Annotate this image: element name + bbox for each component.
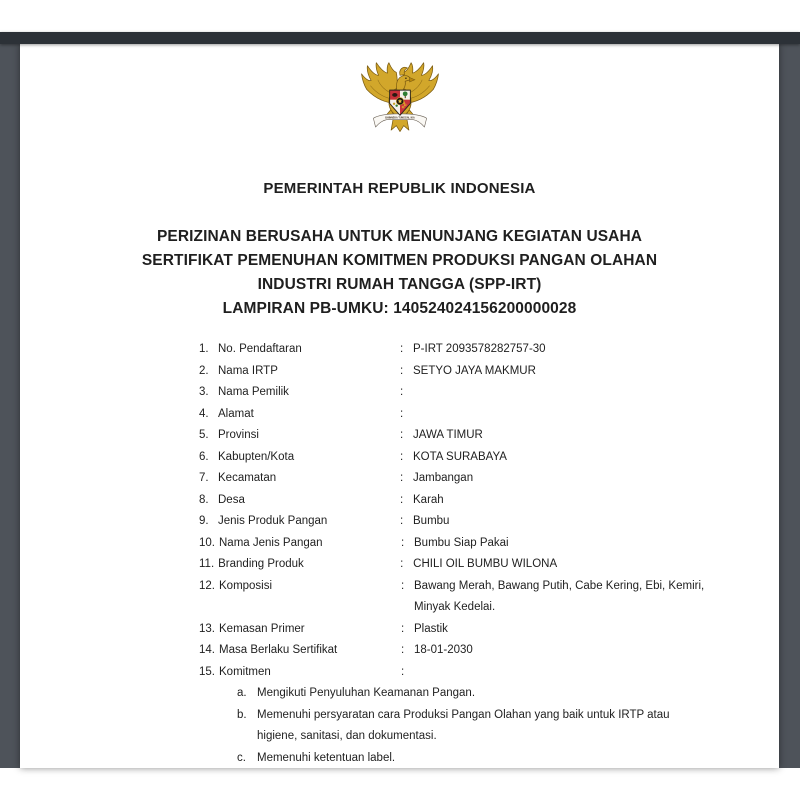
field-row xyxy=(199,662,739,684)
field-row xyxy=(199,382,739,404)
field-value-line: CHILI OIL BUMBU WILONA xyxy=(413,558,558,570)
field-row xyxy=(199,533,739,555)
field-separator: : xyxy=(400,429,404,441)
field-value-line: Plastik xyxy=(414,622,448,635)
title-line-3: INDUSTRI RUMAH TANGGA (SPP-IRT) xyxy=(257,276,542,293)
rice-symbol xyxy=(392,103,394,105)
field-value-line: Bumbu Siap Pakai xyxy=(414,536,509,549)
field-value xyxy=(413,490,739,512)
bottom-strip xyxy=(0,768,800,800)
field-value xyxy=(413,511,739,533)
commitment-text-line: Memenuhi persyaratan cara Produksi Pangan Olahan yang baik untuk IRTP atau xyxy=(257,708,670,721)
field-value xyxy=(414,576,739,619)
field-number: 7. xyxy=(199,472,209,484)
commitment-letter: c. xyxy=(237,751,246,764)
field-value xyxy=(413,447,739,469)
field-value-line: Bumbu xyxy=(413,515,450,527)
field-row xyxy=(199,468,739,490)
commitment-letter: b. xyxy=(237,708,247,721)
field-number: 11. xyxy=(199,558,215,570)
field-label: Kecamatan xyxy=(218,472,277,484)
field-value xyxy=(413,554,739,576)
field-label: Branding Produk xyxy=(218,558,304,570)
field-row xyxy=(199,554,739,576)
title-line-2: SERTIFIKAT PEMENUHAN KOMITMEN PRODUKSI PANGAN OLAHAN xyxy=(141,252,658,269)
field-row xyxy=(199,339,739,361)
field-separator: : xyxy=(400,386,404,398)
field-number: 2. xyxy=(199,364,209,377)
document-page xyxy=(20,44,779,768)
motto-text: BHINNEKA TUNGGAL IKA xyxy=(384,116,415,120)
field-label: Alamat xyxy=(218,407,254,420)
field-label: Masa Berlaku Sertifikat xyxy=(219,644,338,656)
field-label: Kemasan Primer xyxy=(219,622,305,635)
field-value-line: 18-01-2030 xyxy=(414,644,473,656)
field-value-line: Jambangan xyxy=(413,472,474,484)
field-separator: : xyxy=(400,558,404,570)
viewer-toolbar xyxy=(0,32,800,44)
field-separator: : xyxy=(401,579,405,592)
document-title-block xyxy=(20,225,779,321)
field-value-line: P-IRT 2093578282757-30 xyxy=(413,343,546,355)
field-number: 1. xyxy=(199,343,209,355)
field-row xyxy=(199,447,739,469)
commitment-item xyxy=(237,705,719,748)
field-row xyxy=(199,576,739,619)
field-label: Komposisi xyxy=(219,579,273,592)
field-value-line: Bawang Merah, Bawang Putih, Cabe Kering, Ebi, Kemiri, xyxy=(414,579,705,592)
field-number: 3. xyxy=(199,386,209,398)
document-viewer[interactable] xyxy=(0,44,800,768)
field-number: 13. xyxy=(199,622,215,635)
commitment-item xyxy=(237,683,719,705)
field-number: 4. xyxy=(199,407,209,420)
commitment-text xyxy=(257,705,719,748)
field-row xyxy=(199,511,739,533)
field-value xyxy=(413,339,739,361)
field-label: Komitmen xyxy=(219,665,271,678)
field-row xyxy=(199,490,739,512)
field-separator: : xyxy=(400,407,404,420)
field-label: Desa xyxy=(218,493,245,506)
field-label: Kabupten/Kota xyxy=(218,450,295,463)
commitment-item xyxy=(237,748,719,769)
field-row xyxy=(199,619,739,641)
field-separator: : xyxy=(400,343,404,355)
field-value-line: Karah xyxy=(413,493,444,506)
field-number: 14. xyxy=(199,644,215,656)
field-separator: : xyxy=(401,622,405,635)
field-number: 12. xyxy=(199,579,215,592)
field-value-line: SETYO JAYA MAKMUR xyxy=(413,364,536,377)
field-number: 9. xyxy=(199,515,209,527)
garuda-eye xyxy=(405,78,406,79)
field-row xyxy=(199,404,739,426)
banyan-tree-symbol xyxy=(402,91,407,96)
field-separator: : xyxy=(400,472,404,484)
commitment-letter: a. xyxy=(237,687,247,699)
field-separator: : xyxy=(400,450,404,463)
field-row xyxy=(199,425,739,447)
field-number: 5. xyxy=(199,429,209,441)
field-separator: : xyxy=(401,536,405,549)
field-separator: : xyxy=(401,644,405,656)
field-value xyxy=(413,425,739,447)
garuda-pancasila-emblem xyxy=(355,62,445,136)
emblem-container xyxy=(20,62,779,136)
field-number: 6. xyxy=(199,450,209,463)
field-value xyxy=(413,468,739,490)
field-value xyxy=(414,640,739,662)
field-number: 8. xyxy=(199,493,209,506)
field-separator: : xyxy=(400,364,404,377)
commitments-list xyxy=(20,683,779,768)
field-label: Provinsi xyxy=(218,429,259,441)
title-line-4: LAMPIRAN PB-UMKU: 140524024156200000028 xyxy=(222,300,577,317)
field-value-line: KOTA SURABAYA xyxy=(413,450,507,463)
field-label: No. Pendaftaran xyxy=(218,343,302,355)
field-row xyxy=(199,640,739,662)
field-separator: : xyxy=(400,493,404,506)
commitment-text-line: Mengikuti Penyuluhan Keamanan Pangan. xyxy=(257,687,476,699)
field-row xyxy=(199,361,739,383)
field-label: Nama Pemilik xyxy=(218,386,289,398)
field-label: Nama IRTP xyxy=(218,364,278,377)
commitment-text-line: higiene, sanitasi, dan dokumentasi. xyxy=(257,730,437,742)
field-separator: : xyxy=(400,515,404,527)
cotton-symbol xyxy=(395,104,397,106)
government-title: PEMERINTAH REPUBLIK INDONESIA xyxy=(263,180,536,197)
field-separator: : xyxy=(401,665,405,678)
field-number: 15. xyxy=(199,665,215,678)
field-value-line: JAWA TIMUR xyxy=(413,429,483,441)
top-strip xyxy=(0,0,800,32)
field-number: 10. xyxy=(199,536,215,549)
fields-list xyxy=(20,339,779,683)
commitment-text-line: Memenuhi ketentuan label. xyxy=(257,751,396,764)
field-value xyxy=(413,361,739,383)
banteng-symbol xyxy=(392,93,397,97)
field-label: Nama Jenis Pangan xyxy=(219,536,323,549)
commitment-text xyxy=(257,683,719,705)
field-value-line: Minyak Kedelai. xyxy=(414,601,496,613)
field-value xyxy=(414,619,739,641)
field-label: Jenis Produk Pangan xyxy=(218,515,328,527)
title-line-1: PERIZINAN BERUSAHA UNTUK MENUNJANG KEGIATAN USAHA xyxy=(156,228,643,245)
field-value xyxy=(414,533,739,555)
commitment-text xyxy=(257,748,719,769)
